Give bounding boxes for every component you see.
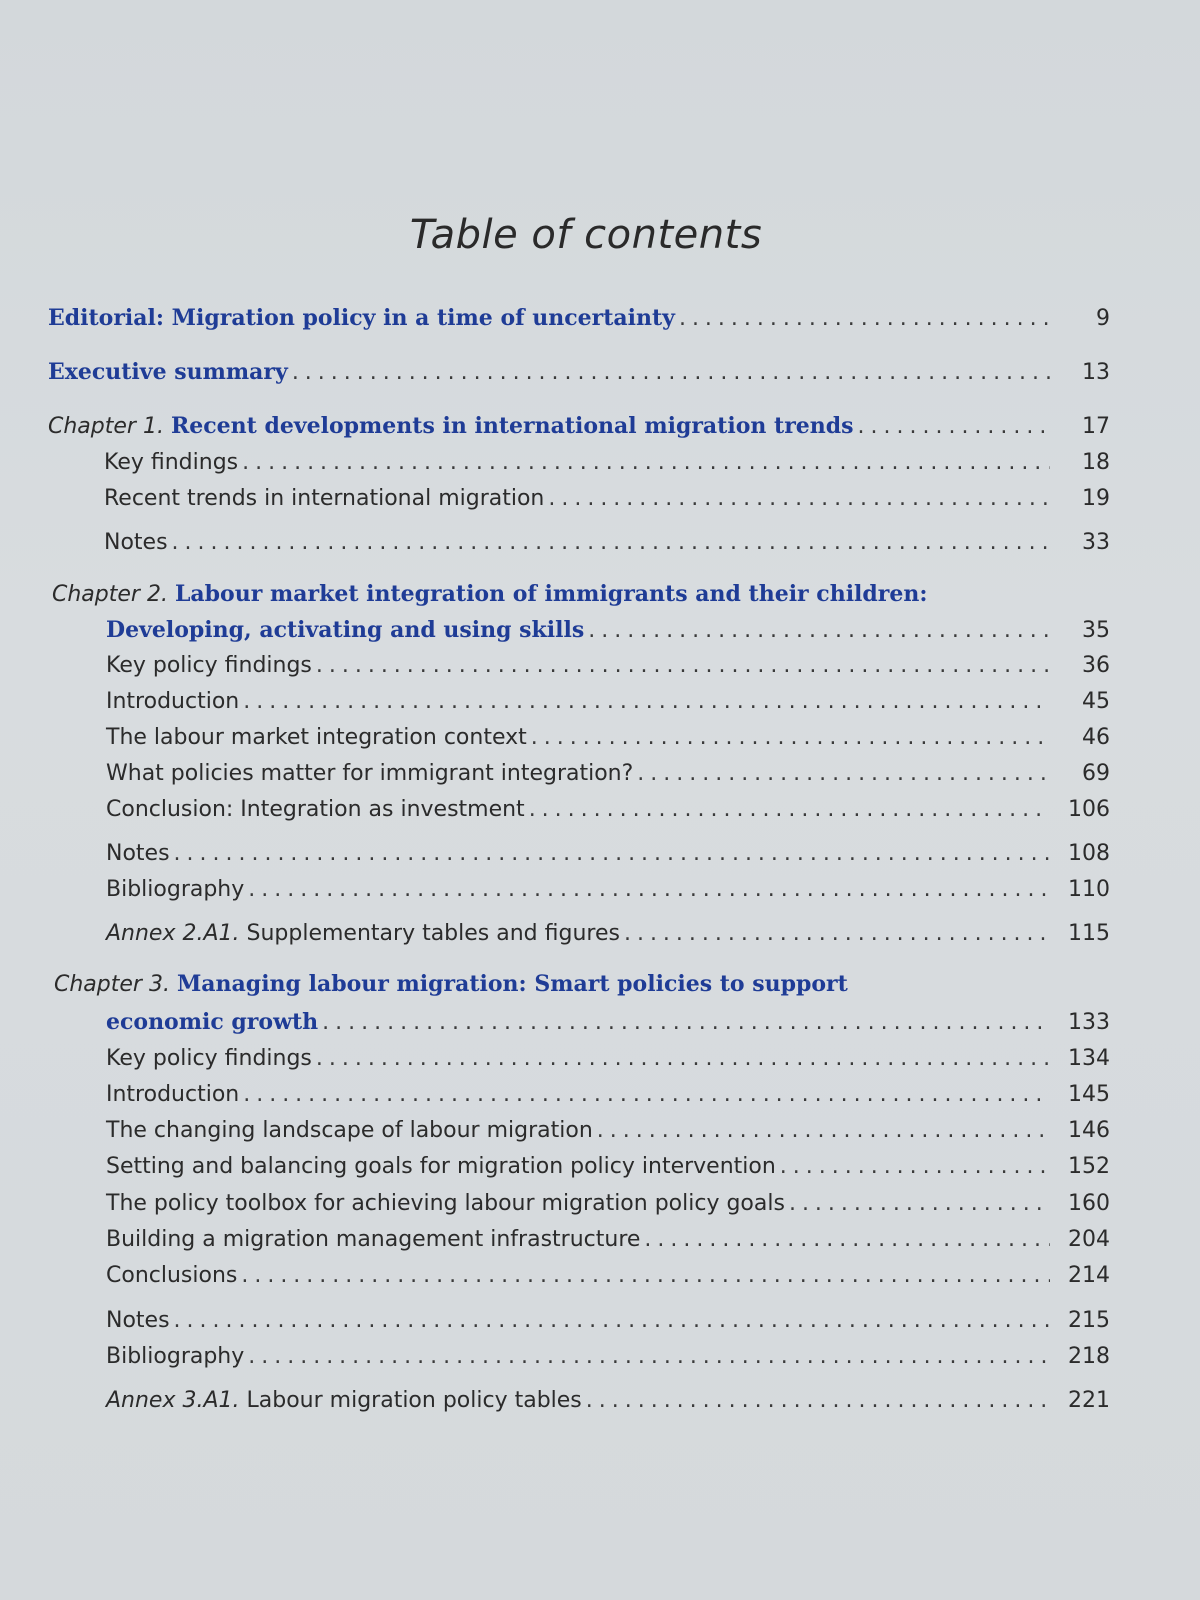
toc-page-number: 133 xyxy=(1068,1010,1110,1035)
toc-entry-executive-summary[interactable] xyxy=(48,356,1110,388)
toc-page-number: 9 xyxy=(1096,306,1110,331)
toc-chapter-1[interactable] xyxy=(48,410,1110,442)
toc-entry[interactable] xyxy=(104,483,1110,515)
leader-dots xyxy=(858,411,1050,443)
toc-page-number: 152 xyxy=(1068,1154,1110,1179)
toc-entry-label: Editorial: Migration policy in a time of uncertainty xyxy=(48,305,675,331)
annex-title: Labour migration policy tables xyxy=(246,1388,582,1413)
leader-dots xyxy=(241,1260,1050,1292)
toc-page-number: 17 xyxy=(1082,414,1110,439)
annex-prefix: Annex 2.A1. xyxy=(106,921,240,946)
toc-chapter-3-continued[interactable] xyxy=(106,1006,1110,1038)
toc-annex-label xyxy=(106,918,620,950)
toc-chapter-2[interactable] xyxy=(52,578,928,611)
toc-entry-label: Conclusions xyxy=(106,1263,238,1288)
toc-entry-label: Key policy findings xyxy=(106,653,312,678)
toc-page-number: 13 xyxy=(1082,360,1110,385)
toc-entry-label: Building a migration management infrastructure xyxy=(106,1227,641,1252)
toc-entry[interactable] xyxy=(106,650,1110,682)
toc-page-number: 69 xyxy=(1082,761,1110,786)
leader-dots xyxy=(316,650,1050,682)
leader-dots xyxy=(624,918,1050,950)
toc-page-number: 221 xyxy=(1068,1388,1110,1413)
leader-dots xyxy=(588,615,1050,647)
toc-entry[interactable] xyxy=(106,1224,1110,1256)
toc-entry-label: Notes xyxy=(106,841,170,866)
toc-page-number: 115 xyxy=(1068,921,1110,946)
toc-entry[interactable] xyxy=(106,874,1110,906)
toc-page-number: 108 xyxy=(1068,841,1110,866)
toc-page-number: 110 xyxy=(1068,877,1110,902)
toc-entry-label: Key policy findings xyxy=(106,1046,312,1071)
toc-annex-2[interactable] xyxy=(106,918,1110,950)
chapter-prefix: Chapter 3. xyxy=(54,972,170,997)
leader-dots xyxy=(637,758,1050,790)
leader-dots xyxy=(242,447,1050,479)
page-title: Table of contents xyxy=(409,212,763,258)
leader-dots xyxy=(548,483,1050,515)
toc-chapter-2-continued[interactable] xyxy=(106,614,1110,646)
leader-dots xyxy=(292,357,1050,389)
toc-entry-label: What policies matter for immigrant integration? xyxy=(106,761,634,786)
toc-page-number: 145 xyxy=(1068,1082,1110,1107)
toc-entry[interactable] xyxy=(106,1079,1110,1111)
leader-dots xyxy=(243,1079,1050,1111)
toc-page-number: 36 xyxy=(1082,653,1110,678)
toc-entry[interactable] xyxy=(106,686,1110,718)
leader-dots xyxy=(644,1224,1050,1256)
toc-page-number: 160 xyxy=(1068,1191,1110,1216)
toc-entry[interactable] xyxy=(106,1305,1110,1337)
toc-page-number: 215 xyxy=(1068,1308,1110,1333)
toc-entry-label: Recent trends in international migration xyxy=(104,486,545,511)
chapter-prefix: Chapter 2. xyxy=(52,582,168,607)
leader-dots xyxy=(248,874,1050,906)
toc-entry[interactable] xyxy=(106,1188,1110,1220)
toc-entry[interactable] xyxy=(106,758,1110,790)
toc-entry-label: Introduction xyxy=(106,689,240,714)
toc-annex-label xyxy=(106,1385,582,1417)
toc-page-number: 45 xyxy=(1082,689,1110,714)
toc-entry[interactable] xyxy=(106,1043,1110,1075)
leader-dots xyxy=(322,1007,1050,1039)
leader-dots xyxy=(174,1305,1050,1337)
toc-page-number: 204 xyxy=(1068,1227,1110,1252)
leader-dots xyxy=(243,686,1050,718)
toc-entry[interactable] xyxy=(106,722,1110,754)
toc-page-number: 134 xyxy=(1068,1046,1110,1071)
leader-dots xyxy=(789,1188,1050,1220)
toc-entry[interactable] xyxy=(106,1341,1110,1373)
toc-page-number: 218 xyxy=(1068,1344,1110,1369)
annex-title: Supplementary tables and figures xyxy=(246,921,620,946)
leader-dots xyxy=(529,794,1050,826)
toc-page-number: 35 xyxy=(1082,618,1110,643)
leader-dots xyxy=(780,1151,1050,1183)
toc-entry[interactable] xyxy=(104,447,1110,479)
chapter-title-line1: Labour market integration of immigrants and their children: xyxy=(174,581,928,607)
leader-dots xyxy=(586,1385,1050,1417)
annex-prefix: Annex 3.A1. xyxy=(106,1388,240,1413)
leader-dots xyxy=(248,1341,1050,1373)
toc-entry[interactable] xyxy=(106,1115,1110,1147)
toc-entry-label: Bibliography xyxy=(106,877,245,902)
toc-chapter-heading xyxy=(48,410,854,443)
toc-entry-label: Notes xyxy=(106,1308,170,1333)
toc-entry-label: Notes xyxy=(104,530,168,555)
toc-annex-3[interactable] xyxy=(106,1385,1110,1417)
toc-entry-editorial[interactable] xyxy=(48,302,1110,334)
toc-entry-label: The changing landscape of labour migration xyxy=(106,1118,593,1143)
toc-entry[interactable] xyxy=(106,794,1110,826)
leader-dots xyxy=(531,722,1050,754)
toc-entry-label: The labour market integration context xyxy=(106,725,527,750)
toc-chapter-3[interactable] xyxy=(54,968,848,1001)
toc-entry[interactable] xyxy=(106,1151,1110,1183)
toc-page-number: 146 xyxy=(1068,1118,1110,1143)
chapter-title-line2: Developing, activating and using skills xyxy=(106,617,585,643)
chapter-title: Recent developments in international migration trends xyxy=(170,413,854,439)
leader-dots xyxy=(597,1115,1050,1147)
toc-entry[interactable] xyxy=(106,838,1110,870)
toc-entry[interactable] xyxy=(106,1260,1110,1292)
leader-dots xyxy=(679,303,1050,335)
toc-entry-label: Bibliography xyxy=(106,1344,245,1369)
leader-dots xyxy=(316,1043,1050,1075)
toc-page-number: 18 xyxy=(1082,450,1110,475)
toc-entry-label: Conclusion: Integration as investment xyxy=(106,797,525,822)
toc-entry-label: Setting and balancing goals for migration policy intervention xyxy=(106,1154,776,1179)
toc-page-number: 46 xyxy=(1082,725,1110,750)
chapter-prefix: Chapter 1. xyxy=(48,414,164,439)
toc-entry[interactable] xyxy=(104,527,1110,559)
chapter-title-line1: Managing labour migration: Smart policies to support xyxy=(176,971,848,997)
leader-dots xyxy=(174,838,1050,870)
toc-page-number: 214 xyxy=(1068,1263,1110,1288)
toc-page-number: 19 xyxy=(1082,486,1110,511)
toc-entry-label: The policy toolbox for achieving labour migration policy goals xyxy=(106,1191,785,1216)
chapter-title-line2: economic growth xyxy=(106,1009,319,1035)
toc-entry-label: Key findings xyxy=(104,450,239,475)
toc-page-number: 33 xyxy=(1082,530,1110,555)
leader-dots xyxy=(172,527,1050,559)
toc-page-number: 106 xyxy=(1068,797,1110,822)
toc-entry-label: Executive summary xyxy=(48,359,288,385)
toc-entry-label: Introduction xyxy=(106,1082,240,1107)
